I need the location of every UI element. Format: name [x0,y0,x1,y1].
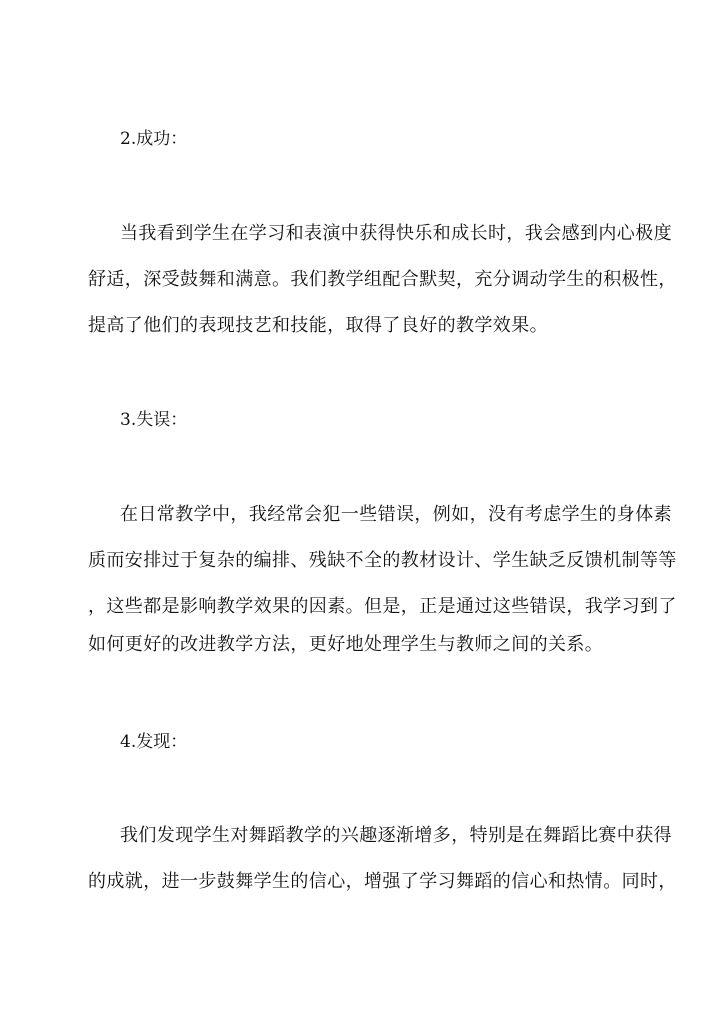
paragraph-line: 我们发现学生对舞蹈教学的兴趣逐渐增多，特别是在舞蹈比赛中获得 [120,825,672,846]
paragraph-line: 提高了他们的表现技艺和技能，取得了良好的教学效果。 [88,315,548,336]
paragraph-line: 的成就，进一步鼓舞学生的信心，增强了学习舞蹈的信心和热情。同时， [88,871,677,892]
paragraph-line: 在日常教学中，我经常会犯一些错误，例如，没有考虑学生的身体素 [120,504,672,525]
paragraph-line: 如何更好的改进教学方法，更好地处理学生与教师之间的关系。 [88,634,604,655]
paragraph-line: ，这些都是影响教学效果的因素。但是，正是通过这些错误，我学习到了 [88,596,677,617]
section-heading-success: 2.成功： [120,129,188,149]
paragraph-line: 质而安排过于复杂的编排、残缺不全的教材设计、学生缺乏反馈机制等等 [88,550,677,571]
section-heading-discovery: 4.发现： [120,732,188,752]
section-heading-mistakes: 3.失误： [120,410,188,430]
paragraph-line: 当我看到学生在学习和表演中获得快乐和成长时，我会感到内心极度 [120,223,672,244]
paragraph-line: 舒适，深受鼓舞和满意。我们教学组配合默契，充分调动学生的积极性， [88,269,677,290]
